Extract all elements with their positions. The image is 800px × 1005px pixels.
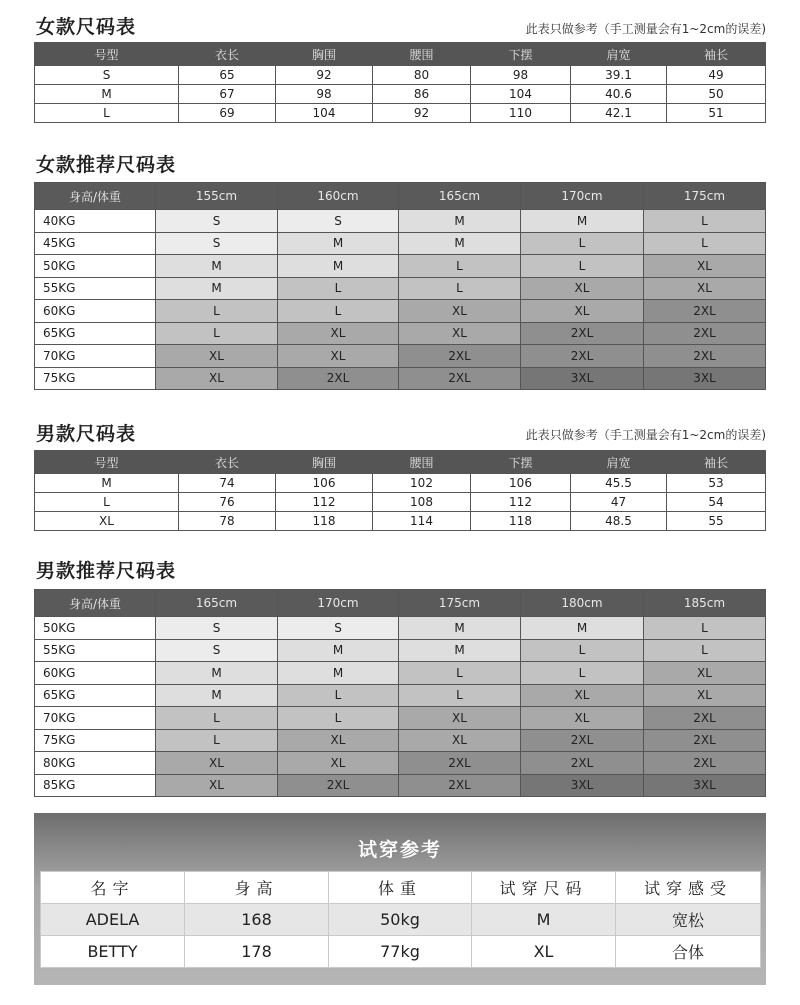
table-row <box>35 367 766 390</box>
size-cell: XL <box>399 729 521 752</box>
table-cell: 49 <box>667 66 766 85</box>
table-cell: 108 <box>373 493 471 512</box>
table-cell: ADELA <box>41 904 185 936</box>
size-cell: M <box>521 617 644 640</box>
women-rec-table <box>34 182 766 390</box>
height-header: 180cm <box>521 590 644 617</box>
size-cell: XL <box>278 322 399 345</box>
column-header: 号型 <box>35 43 179 66</box>
size-cell: XL <box>399 300 521 323</box>
height-header: 175cm <box>644 183 766 210</box>
table-header-row <box>35 590 766 617</box>
table-header-row <box>35 451 766 474</box>
column-header: 袖长 <box>667 451 766 474</box>
table-row <box>35 300 766 323</box>
table-cell: 78 <box>179 512 276 531</box>
table-cell: 40.6 <box>571 85 667 104</box>
size-cell: L <box>521 662 644 685</box>
size-cell: XL <box>521 300 644 323</box>
size-cell: XL <box>644 662 766 685</box>
women-rec-title: 女款推荐尺码表 <box>36 154 177 176</box>
height-header: 165cm <box>399 183 521 210</box>
size-cell: XL <box>278 729 399 752</box>
height-header: 165cm <box>156 590 278 617</box>
size-cell: L <box>399 277 521 300</box>
table-cell: 48.5 <box>571 512 667 531</box>
column-header: 肩宽 <box>571 43 667 66</box>
size-cell: 2XL <box>644 729 766 752</box>
size-cell: 2XL <box>278 774 399 797</box>
size-cell: 2XL <box>399 367 521 390</box>
size-cell: M <box>399 639 521 662</box>
size-cell: L <box>399 684 521 707</box>
women-size-title: 女款尺码表 <box>36 16 137 38</box>
size-cell: XL <box>278 345 399 368</box>
table-cell: 112 <box>471 493 571 512</box>
size-cell: S <box>156 232 278 255</box>
weight-label: 65KG <box>35 322 156 345</box>
size-cell: L <box>156 729 278 752</box>
table-cell: 118 <box>276 512 373 531</box>
size-cell: XL <box>644 684 766 707</box>
men-size-note: 此表只做参考（手工测量会有1~2cm的误差) <box>525 428 766 442</box>
table-cell: 112 <box>276 493 373 512</box>
size-cell: XL <box>521 277 644 300</box>
table-row <box>35 104 766 123</box>
column-header: 试穿尺码 <box>472 872 616 904</box>
size-cell: 2XL <box>521 729 644 752</box>
size-cell: M <box>156 662 278 685</box>
table-cell: 42.1 <box>571 104 667 123</box>
men-rec-table <box>34 589 766 797</box>
column-header: 下摆 <box>471 43 571 66</box>
table-cell: 76 <box>179 493 276 512</box>
weight-label: 65KG <box>35 684 156 707</box>
column-header: 腰围 <box>373 451 471 474</box>
weight-label: 70KG <box>35 707 156 730</box>
size-cell: L <box>278 300 399 323</box>
height-header: 155cm <box>156 183 278 210</box>
size-cell: S <box>156 639 278 662</box>
table-cell: S <box>35 66 179 85</box>
size-cell: M <box>278 639 399 662</box>
table-row <box>35 85 766 104</box>
size-cell: M <box>399 232 521 255</box>
table-cell: 110 <box>471 104 571 123</box>
size-cell: XL <box>521 707 644 730</box>
size-cell: S <box>278 210 399 233</box>
size-cell: L <box>521 232 644 255</box>
size-cell: XL <box>644 255 766 278</box>
table-cell: 92 <box>373 104 471 123</box>
size-cell: M <box>399 617 521 640</box>
table-row <box>35 639 766 662</box>
weight-label: 85KG <box>35 774 156 797</box>
table-cell: 168 <box>185 904 329 936</box>
column-header: 名字 <box>41 872 185 904</box>
table-cell: 51 <box>667 104 766 123</box>
table-cell: 74 <box>179 474 276 493</box>
size-cell: L <box>156 300 278 323</box>
table-cell: 53 <box>667 474 766 493</box>
men-size-table <box>34 450 766 531</box>
table-row <box>35 210 766 233</box>
weight-label: 75KG <box>35 367 156 390</box>
size-cell: L <box>644 232 766 255</box>
table-cell: 宽松 <box>616 904 761 936</box>
size-cell: XL <box>644 277 766 300</box>
size-cell: XL <box>156 367 278 390</box>
size-cell: M <box>399 210 521 233</box>
size-cell: 3XL <box>521 367 644 390</box>
size-cell: 2XL <box>521 752 644 775</box>
size-cell: L <box>278 277 399 300</box>
table-cell: L <box>35 493 179 512</box>
height-header: 170cm <box>278 590 399 617</box>
column-header: 衣长 <box>179 451 276 474</box>
weight-label: 55KG <box>35 639 156 662</box>
size-cell: XL <box>399 707 521 730</box>
size-cell: XL <box>156 345 278 368</box>
size-cell: M <box>156 255 278 278</box>
size-cell: L <box>156 707 278 730</box>
table-row <box>35 774 766 797</box>
size-cell: 2XL <box>644 322 766 345</box>
column-header: 胸围 <box>276 43 373 66</box>
table-cell: 98 <box>276 85 373 104</box>
size-cell: L <box>278 684 399 707</box>
size-cell: M <box>278 232 399 255</box>
size-cell: M <box>521 210 644 233</box>
table-cell: 69 <box>179 104 276 123</box>
size-cell: XL <box>278 752 399 775</box>
table-header-row <box>41 872 761 904</box>
size-cell: L <box>521 639 644 662</box>
corner-header: 身高/体重 <box>35 590 156 617</box>
corner-header: 身高/体重 <box>35 183 156 210</box>
table-row <box>35 255 766 278</box>
size-cell: 2XL <box>521 345 644 368</box>
table-row <box>35 512 766 531</box>
size-cell: 2XL <box>521 322 644 345</box>
column-header: 试穿感受 <box>616 872 761 904</box>
size-cell: XL <box>156 752 278 775</box>
table-row <box>35 322 766 345</box>
size-cell: S <box>278 617 399 640</box>
table-cell: L <box>35 104 179 123</box>
weight-label: 50KG <box>35 617 156 640</box>
table-row <box>35 707 766 730</box>
height-header: 185cm <box>644 590 766 617</box>
size-cell: 2XL <box>399 774 521 797</box>
column-header: 腰围 <box>373 43 471 66</box>
table-cell: 104 <box>276 104 373 123</box>
table-row <box>35 752 766 775</box>
weight-label: 75KG <box>35 729 156 752</box>
table-cell: 106 <box>276 474 373 493</box>
tryon-title: 试穿参考 <box>357 839 442 861</box>
table-cell: 104 <box>471 85 571 104</box>
size-cell: 3XL <box>644 367 766 390</box>
column-header: 号型 <box>35 451 179 474</box>
table-cell: 合体 <box>616 936 761 968</box>
table-row <box>35 66 766 85</box>
size-cell: 2XL <box>644 752 766 775</box>
table-row <box>35 345 766 368</box>
column-header: 肩宽 <box>571 451 667 474</box>
weight-label: 60KG <box>35 300 156 323</box>
women-size-table <box>34 42 766 123</box>
men-rec-title: 男款推荐尺码表 <box>36 560 177 582</box>
size-cell: L <box>399 255 521 278</box>
table-row <box>41 904 761 936</box>
size-cell: S <box>156 210 278 233</box>
table-cell: 67 <box>179 85 276 104</box>
table-cell: 65 <box>179 66 276 85</box>
table-cell: 118 <box>471 512 571 531</box>
size-cell: M <box>156 684 278 707</box>
weight-label: 55KG <box>35 277 156 300</box>
height-header: 170cm <box>521 183 644 210</box>
size-cell: 2XL <box>399 345 521 368</box>
size-cell: XL <box>399 322 521 345</box>
size-cell: 3XL <box>521 774 644 797</box>
table-header-row <box>35 183 766 210</box>
table-cell: 39.1 <box>571 66 667 85</box>
column-header: 身高 <box>185 872 329 904</box>
size-cell: 2XL <box>644 707 766 730</box>
table-cell: 178 <box>185 936 329 968</box>
table-row <box>35 684 766 707</box>
height-header: 175cm <box>399 590 521 617</box>
table-row <box>35 729 766 752</box>
table-cell: 86 <box>373 85 471 104</box>
table-cell: XL <box>35 512 179 531</box>
tryon-table <box>40 871 761 968</box>
size-cell: L <box>278 707 399 730</box>
men-size-title: 男款尺码表 <box>36 423 137 445</box>
table-header-row <box>35 43 766 66</box>
table-cell: M <box>35 474 179 493</box>
table-cell: 102 <box>373 474 471 493</box>
size-cell: XL <box>521 684 644 707</box>
table-cell: 92 <box>276 66 373 85</box>
table-cell: 50kg <box>329 904 472 936</box>
table-row <box>35 232 766 255</box>
table-row <box>35 474 766 493</box>
size-cell: L <box>644 210 766 233</box>
table-cell: M <box>472 904 616 936</box>
table-cell: 55 <box>667 512 766 531</box>
size-cell: L <box>399 662 521 685</box>
table-cell: 54 <box>667 493 766 512</box>
size-cell: M <box>278 255 399 278</box>
size-cell: L <box>644 639 766 662</box>
size-cell: 2XL <box>644 345 766 368</box>
weight-label: 50KG <box>35 255 156 278</box>
size-cell: S <box>156 617 278 640</box>
table-row <box>41 936 761 968</box>
table-cell: 106 <box>471 474 571 493</box>
table-cell: BETTY <box>41 936 185 968</box>
column-header: 下摆 <box>471 451 571 474</box>
size-cell: 3XL <box>644 774 766 797</box>
size-cell: L <box>156 322 278 345</box>
tryon-panel <box>34 813 766 985</box>
weight-label: 60KG <box>35 662 156 685</box>
size-cell: 2XL <box>278 367 399 390</box>
column-header: 体重 <box>329 872 472 904</box>
weight-label: 70KG <box>35 345 156 368</box>
table-row <box>35 493 766 512</box>
table-cell: 47 <box>571 493 667 512</box>
women-size-note: 此表只做参考（手工测量会有1~2cm的误差) <box>525 22 766 36</box>
weight-label: 45KG <box>35 232 156 255</box>
size-cell: 2XL <box>399 752 521 775</box>
table-cell: 50 <box>667 85 766 104</box>
weight-label: 40KG <box>35 210 156 233</box>
weight-label: 80KG <box>35 752 156 775</box>
table-row <box>35 662 766 685</box>
size-cell: L <box>644 617 766 640</box>
table-row <box>35 277 766 300</box>
table-cell: 98 <box>471 66 571 85</box>
size-cell: M <box>156 277 278 300</box>
size-cell: M <box>278 662 399 685</box>
table-row <box>35 617 766 640</box>
table-cell: XL <box>472 936 616 968</box>
column-header: 衣长 <box>179 43 276 66</box>
table-cell: 77kg <box>329 936 472 968</box>
size-cell: L <box>521 255 644 278</box>
column-header: 胸围 <box>276 451 373 474</box>
table-cell: 45.5 <box>571 474 667 493</box>
table-cell: M <box>35 85 179 104</box>
column-header: 袖长 <box>667 43 766 66</box>
size-cell: 2XL <box>644 300 766 323</box>
table-cell: 80 <box>373 66 471 85</box>
height-header: 160cm <box>278 183 399 210</box>
table-cell: 114 <box>373 512 471 531</box>
size-cell: XL <box>156 774 278 797</box>
